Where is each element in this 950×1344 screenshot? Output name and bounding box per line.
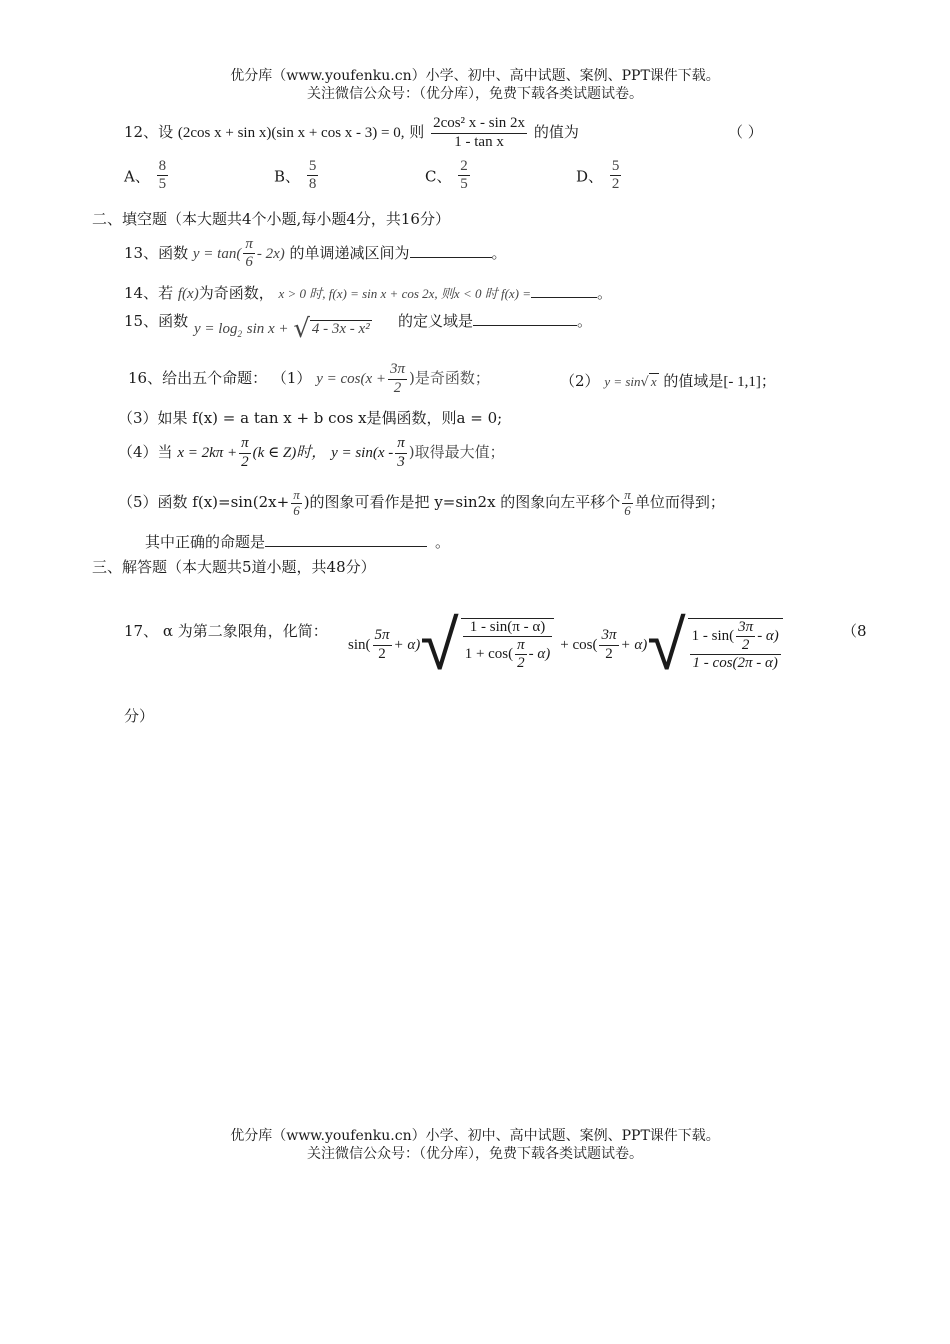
q17-radical-2 [688, 618, 783, 673]
q17-r1-num: 1 - sin(π - α) [463, 619, 553, 637]
sqrt-icon: √ [647, 604, 686, 686]
option-d-fraction [610, 158, 622, 194]
q17-points-a: （8 [842, 622, 867, 640]
option-c-den: 5 [460, 176, 468, 193]
q17-t1-a: sin( [348, 636, 371, 653]
q12-condition: (2cos x + sin x)(sin x + cos x - 3) = 0, [177, 125, 405, 141]
q16-p4-expr-c: y = sin(x - [331, 445, 394, 461]
q17-r2-num-den: 2 [741, 636, 750, 653]
q13-end: 。 [491, 243, 507, 262]
q17-plus: + cos( [560, 636, 598, 653]
q12-frac-denominator: 1 - tan x [454, 133, 504, 150]
header-line-1: 优分库（www.youfenku.cn）小学、初中、高中试题、案例、PPT课件下载。 [230, 68, 720, 84]
q13-tail: 的单调递减区间为 [289, 243, 410, 262]
q16-p2-expr-a: y = sin [604, 374, 641, 389]
q13-answer-blank [410, 256, 492, 258]
question-13 [124, 236, 507, 272]
q13-expr-b: - 2x) [256, 245, 285, 262]
q16-p5-den2: 6 [624, 502, 631, 518]
q12-then: 则 [409, 123, 425, 141]
q14-number: 14、若 [124, 284, 174, 302]
q14-condition: x > 0 时, f(x) = sin x + cos 2x, 则x < 0 时 f(x) = [278, 286, 532, 301]
q16-p4-expr-a: x = 2kπ + [177, 445, 238, 461]
question-16-line-1 [128, 356, 490, 401]
q17-r2-den: 1 - cos(2π - α) [692, 655, 778, 672]
q16-p5-expr-a: （5）函数 f(x)=sin(2x+ [118, 493, 290, 511]
option-d-den: 2 [611, 176, 620, 193]
q12-answer-paren: （ ） [728, 123, 763, 141]
section-3-title: 三、解答题（本大题共5道小题，共48分） [92, 558, 376, 576]
q17-t1-num: 5π [373, 627, 392, 645]
q13-expr-a: y = tan( [192, 245, 242, 262]
q16-number: 16、给出五个命题： [128, 369, 268, 387]
option-b-fraction [307, 158, 319, 194]
q16-proposition-5 [118, 480, 725, 524]
q17-t1-den: 2 [378, 645, 386, 662]
q12-number: 12、设 [124, 123, 174, 141]
q15-radicand: 4 - 3x - x² [311, 321, 370, 337]
q15-answer-blank [473, 324, 577, 326]
q16-p4-den: 2 [241, 453, 249, 470]
footer-line-1: 优分库（www.youfenku.cn）小学、初中、高中试题、案例、PPT课件下载。 [230, 1128, 720, 1144]
option-b-den: 8 [308, 176, 317, 193]
option-b-num: 5 [307, 158, 319, 176]
q16-p5-num: π [293, 486, 300, 502]
q17-r2-num-a: 1 - sin( [691, 627, 735, 644]
q15-end: 。 [577, 312, 593, 330]
question-15 [124, 310, 188, 331]
q17-r1-den [463, 637, 553, 673]
q16-p4-expr-b: (k ∈ Z)时， [252, 445, 327, 461]
q16-p4-num: π [239, 435, 251, 453]
q17-t2-fraction [599, 627, 618, 663]
q13-number: 13、函数 [124, 243, 189, 262]
q16-proposition-2 [560, 370, 776, 391]
q16-p1-expr-a: y = cos(x + [316, 371, 387, 387]
option-c-label: C、 [425, 167, 452, 186]
q16-p4-label: （4）当 [118, 443, 173, 461]
q13-pi: π [243, 236, 255, 254]
q17-r2-num-fraction [736, 619, 755, 655]
q16-p5-den: 6 [293, 502, 300, 518]
q16-p5-fraction [291, 488, 302, 519]
q16-answer-line [145, 531, 450, 552]
q17-number: 17、 α 为第二象限角，化简： [124, 622, 328, 640]
q16-p1-den: 2 [393, 379, 402, 396]
q15-expr-a: y = log [194, 321, 238, 337]
question-14 [124, 282, 612, 303]
q17-t1-fraction [373, 627, 392, 663]
q17-r2-num-num: 3π [736, 619, 755, 637]
q17-radical-1 [461, 618, 555, 673]
q15-tail: 的定义域是 [398, 312, 474, 330]
q15-number: 15、函数 [124, 312, 189, 330]
q16-p2-label: （2） [560, 372, 600, 390]
option-a-fraction [157, 158, 169, 194]
q16-p5-expr-c: 单位而得到； [634, 493, 725, 511]
q16-p4-expr-d: )取得最大值； [408, 443, 505, 461]
q12-fraction [431, 115, 527, 151]
q12-option-b [274, 158, 320, 194]
q15-formula [194, 316, 372, 342]
q15-base: 2 [237, 329, 242, 339]
q16-p4-fraction-2 [395, 435, 407, 471]
option-c-fraction [458, 158, 470, 194]
q17-r1-den-a: 1 + cos( [464, 646, 514, 663]
q17-r2-num [690, 619, 781, 656]
option-a-num: 8 [157, 158, 169, 176]
q14-answer-blank [531, 296, 597, 298]
q13-six: 6 [245, 254, 253, 271]
sqrt-icon: √ [640, 375, 649, 390]
q12-option-a [124, 158, 170, 194]
q12-tail: 的值为 [533, 123, 579, 141]
q16-p1-fraction [388, 361, 407, 397]
q15-answer-line [398, 310, 592, 331]
q16-p5-num2: π [624, 486, 631, 502]
q17-r1-den-fraction [515, 637, 527, 673]
q17-t1-b: + α) [393, 636, 421, 653]
q17-points-b: 分） [124, 707, 155, 725]
q16-p1-num: 3π [388, 361, 407, 379]
option-d-label: D、 [576, 167, 604, 186]
q16-p4-num2: π [395, 435, 407, 453]
q12-frac-numerator: 2cos² x - sin 2x [431, 115, 527, 133]
q17-t2-num: 3π [599, 627, 618, 645]
sqrt-icon: √ [420, 604, 459, 686]
q15-expr-b: sin x + [246, 321, 289, 337]
q16-end: 。 [435, 533, 451, 551]
q14-mid: 为奇函数， [198, 284, 274, 302]
sqrt-icon: √ [293, 314, 310, 344]
q16-answer-blank [265, 545, 427, 547]
q16-answer-label: 其中正确的命题是 [145, 533, 266, 551]
q16-proposition-4 [118, 430, 505, 475]
q17-r2-num-b: - α) [757, 627, 779, 644]
header-line-2: 关注微信公众号：（优分库），免费下载各类试题试卷。 [307, 86, 643, 102]
q17-t2-b: + α) [620, 636, 648, 653]
option-d-num: 5 [610, 158, 622, 176]
q16-proposition-3: （3）如果 f(x) = a tan x + b cos x是偶函数，则a = 0; [118, 409, 503, 427]
q17-r1-den-b: - α) [528, 646, 551, 663]
question-12 [124, 110, 579, 155]
q14-end: 。 [597, 284, 613, 302]
q16-p2-range: [- 1,1]； [723, 374, 776, 390]
q17-t2-den: 2 [605, 645, 613, 662]
q17-r1-den-num: π [515, 637, 527, 655]
q13-fraction [243, 236, 255, 272]
option-c-num: 2 [458, 158, 470, 176]
q16-p2-radicand: x [650, 374, 657, 389]
q16-p5-expr-b: )的图象可看作是把 y=sin2x 的图象向左平移个 [303, 493, 621, 511]
option-a-label: A、 [124, 167, 150, 186]
q14-expr: f(x) [177, 286, 199, 302]
section-2-title: 二、填空题（本大题共4个小题,每小题4分，共16分） [92, 210, 450, 228]
footer-line-2: 关注微信公众号：（优分库），免费下载各类试题试卷。 [307, 1146, 643, 1162]
q16-p1-expr-b: )是奇函数； [409, 369, 490, 387]
q16-p2-expr-b: 的值域是 [663, 372, 724, 390]
q16-p5-fraction-2 [622, 488, 633, 519]
q12-option-c [425, 158, 472, 194]
option-b-label: B、 [274, 167, 301, 186]
q12-option-d [576, 158, 623, 194]
q16-p4-fraction [239, 435, 251, 471]
q16-p1-label: （1） [271, 369, 312, 387]
q17-formula [348, 600, 785, 690]
q17-r1-den-den: 2 [517, 655, 525, 672]
q16-p4-den2: 3 [397, 453, 405, 470]
option-a-den: 5 [158, 176, 167, 193]
